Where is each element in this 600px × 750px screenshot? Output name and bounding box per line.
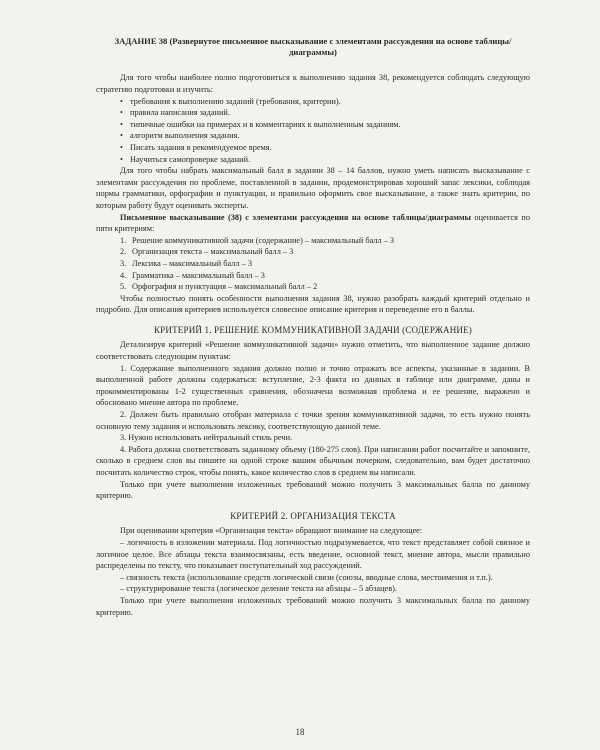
page-number: 18: [295, 727, 305, 737]
section-1-paragraph: Детализируя критерий «Решение коммуникативной задачи» нужно отметить, что выполненное задание должно соответствовать следующим пунктам:: [96, 340, 530, 362]
list-text: Грамматика – максимальный балл – 3: [132, 270, 265, 280]
criteria-intro-rest: оценивается по пяти критериям:: [96, 212, 530, 234]
list-text: Организация текста – максимальный балл – 3: [132, 247, 294, 257]
task-title: ЗАДАНИЕ 38 (Развернутое письменное высказывание с элементами рассуждения на основе таблицы/диаграммы): [114, 36, 512, 58]
list-item: [120, 235, 530, 247]
list-item: • Научиться самопроверке заданий.: [120, 154, 530, 166]
section-1-paragraph: 3. Нужно использовать нейтральный стиль речи.: [120, 433, 293, 443]
section-1-paragraph: 2. Должен быть правильно отобран материала с точки зрения коммуникативной задачи, то есть нужно понять основную тему задания и использовать лексику, соответствующую данной теме.: [96, 410, 530, 431]
max-score-paragraph: Для того чтобы набрать максимальный балл в задании 38 – 14 баллов, нужно уметь написать высказывание с элементами рассуждения по проблеме, поставленной в задании, продемонстрировав хороший запас лексики, соблюдая нормы грамматики, орфографии и пунктуации, и правильно оформить свое высказывание, а также знать критерии, по которым работу будут оценивать эксперты.: [96, 166, 530, 210]
page-content: [96, 36, 530, 618]
section-2-paragraph: Только при учете выполнения изложенных требований можно получить 3 максимальных балла по данному критерию.: [96, 595, 530, 617]
list-number: 1.: [120, 235, 127, 245]
list-item: • типичные ошибки на примерах и в комментариях к выполненным заданиям.: [120, 119, 530, 131]
list-number: 4.: [120, 270, 127, 280]
section-2-paragraph: – структурирование текста (логическое деление текста на абзацы – 5 абзацев).: [120, 584, 397, 594]
section-1-paragraph: 4. Работа должна соответствовать заданному объему (180-275 слов). При написании работ посчитайте и запомните, сколько в среднем слов вы пишите на одной строке вашим обычным почерком, следовательно, вам будет достаточно посчитать количество строк, чтобы понять, какое количество слов в среднем вы написали.: [96, 444, 530, 477]
list-text: Лексика – максимальный балл – 3: [132, 258, 253, 268]
list-text: Решение коммуникативной задачи (содержание) – максимальный балл – 3: [132, 235, 395, 245]
list-item: [120, 246, 530, 258]
list-item: • алгоритм выполнения задания.: [120, 130, 530, 142]
list-item: • требования к выполнению заданий (требования, критерии).: [120, 96, 530, 108]
criteria-intro: [96, 212, 530, 235]
section-2-paragraph: – логичность в изложении материала. Под логичностью подразумевается, что текст представляет собой связное и логичное целое. Все абзацы текста взаимосвязаны, есть введение, основной текст, мнение автора, мысли правильно распределены по тексту, что показывает поступательный ход рассуждений.: [96, 537, 530, 571]
section-2-paragraph: – связность текста (использование средств логической связи (союзы, вводные слова, местоимения и т.п.).: [120, 572, 493, 582]
section-2-paragraph: При оценивании критерия «Организация текста» обращают внимание на следующее:: [120, 526, 423, 536]
list-item: [120, 258, 530, 270]
section-1-paragraph: 1. Содержание выполненного задания должно полно и точно отражать все аспекты, указанные в задании. В выполненной работе должны содержаться: вступление, 2-3 факта из данных в таблице или диаграмме, даны и прокомментированы 1-2 существенных сравнения, обозначена возможная проблема и ее решение, выражено и обосновано мнение автора по проблеме.: [96, 363, 530, 408]
criteria-intro-bold: Письменное высказывание (38) с элементами рассуждения на основе таблицы/диаграммы: [120, 212, 472, 222]
list-number: 5.: [120, 282, 127, 292]
list-item: • Писать задания в рекомендуемое время.: [120, 142, 530, 154]
list-item: [120, 281, 530, 293]
criteria-list: [96, 235, 530, 293]
strategy-list: [96, 96, 530, 166]
intro-paragraph: Для того чтобы наиболее полно подготовиться к выполнению задания 38, рекомендуется соблюдать следующую стратегию подготовки и изучить:: [96, 73, 530, 94]
section-1-heading: КРИТЕРИЙ 1. РЕШЕНИЕ КОММУНИКАТИВНОЙ ЗАДАЧИ (СОДЕРЖАНИЕ): [153, 324, 472, 335]
list-text: Орфография и пунктуация – максимальный балл – 2: [132, 282, 318, 292]
list-number: 2.: [120, 247, 127, 257]
list-item: • правила написания заданий.: [120, 107, 530, 119]
section-2-heading: КРИТЕРИЙ 2. ОРГАНИЗАЦИЯ ТЕКСТА: [230, 510, 396, 521]
list-number: 3.: [120, 258, 127, 268]
criteria-outro: Чтобы полностью понять особенности выполнения задания 38, нужно разобрать каждый критерий отдельно и подробно. Для описания критериев используется словесное описание критерия и переведение его в баллы.: [96, 293, 530, 315]
list-item: [120, 270, 530, 282]
section-1-paragraph: Только при учете выполнения изложенных требований можно получить 3 максимальных балла по данному критерию.: [96, 479, 530, 501]
